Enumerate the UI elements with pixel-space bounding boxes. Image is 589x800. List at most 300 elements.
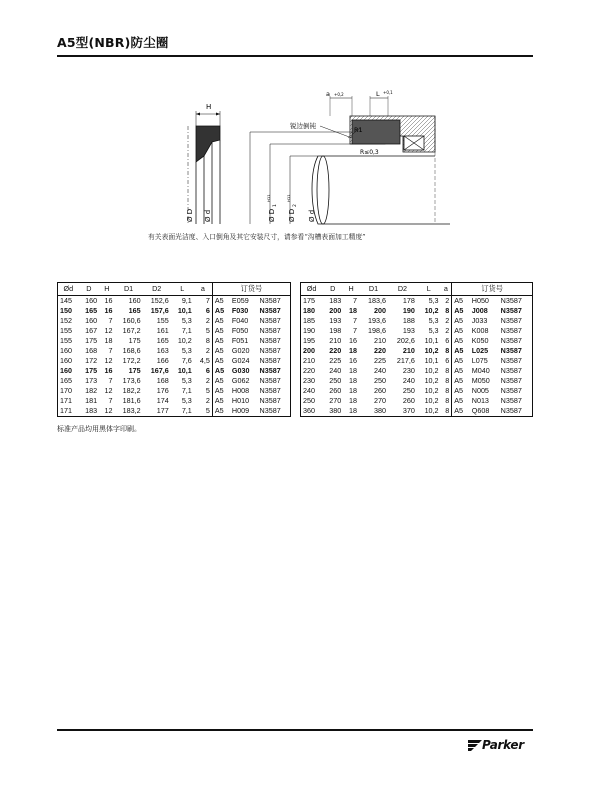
cell-D1: 182,2 xyxy=(122,386,141,395)
cell-H: 16 xyxy=(104,296,113,305)
cell-d: 155 xyxy=(60,326,72,335)
cell-D1: 160,6 xyxy=(122,316,141,325)
cell-d: 360 xyxy=(303,406,315,415)
cell-a: 8 xyxy=(445,306,450,315)
cell-D: 172 xyxy=(85,356,98,365)
cell-D: 160 xyxy=(85,316,98,325)
cell-order-2: H008 xyxy=(231,386,250,395)
cell-d: 171 xyxy=(60,396,72,405)
cell-L: 7,1 xyxy=(181,386,192,395)
cell-order-3: N3587 xyxy=(259,336,281,345)
cell-a: 8 xyxy=(445,346,450,355)
cell-D: 200 xyxy=(329,306,342,315)
cell-D2: 210 xyxy=(402,346,415,355)
cell-d: 152 xyxy=(60,316,72,325)
cell-order-2: L075 xyxy=(471,356,488,365)
cell-order-1: A5 xyxy=(212,296,230,307)
cell-D2: 250 xyxy=(402,386,415,395)
cell-order-1: A5 xyxy=(212,376,230,386)
cell-order-1: A5 xyxy=(452,396,470,406)
cell-H: 7 xyxy=(353,296,358,305)
cell-order-3: N3587 xyxy=(259,406,281,415)
dim-L-label: L xyxy=(376,90,380,98)
cell-L: 7,6 xyxy=(181,356,192,365)
cell-order-3: N3587 xyxy=(500,296,522,305)
table-row xyxy=(58,336,291,346)
cell-d: 180 xyxy=(303,306,315,315)
cell-order-1: A5 xyxy=(452,366,470,376)
cell-a: 6 xyxy=(205,366,210,375)
col-header-D: D xyxy=(330,284,336,293)
cell-D: 260 xyxy=(329,386,342,395)
cell-order-3: N3587 xyxy=(259,376,281,385)
cell-order-3: N3587 xyxy=(259,356,281,365)
cell-order-1: A5 xyxy=(212,396,230,406)
cell-D2: 190 xyxy=(402,306,415,315)
col-header-D1: D1 xyxy=(123,284,134,293)
cell-order-2: M040 xyxy=(471,366,490,375)
parker-logo xyxy=(468,737,524,753)
cell-H: 12 xyxy=(104,356,113,365)
cell-L: 10,2 xyxy=(424,396,439,405)
cell-order-3: N3587 xyxy=(500,336,522,345)
cell-D2: 240 xyxy=(402,376,415,385)
cell-D2: 177 xyxy=(156,406,169,415)
left-seal-view xyxy=(188,111,220,224)
cell-H: 16 xyxy=(349,356,358,365)
cell-D1: 240 xyxy=(373,366,386,375)
cell-D2: 217,6 xyxy=(396,356,415,365)
cell-order-1: A5 xyxy=(452,406,470,417)
cell-d: 170 xyxy=(60,386,72,395)
cell-H: 12 xyxy=(104,406,113,415)
parker-logo-text: Parker xyxy=(482,738,524,752)
cell-a: 2 xyxy=(445,316,450,325)
cell-order-3: N3587 xyxy=(259,396,281,405)
cell-D: 193 xyxy=(329,316,342,325)
cell-order-2: N005 xyxy=(471,386,489,395)
cell-order-2: F030 xyxy=(231,306,249,315)
col-header-D2: D2 xyxy=(152,284,162,293)
cell-D2: 167,6 xyxy=(150,366,169,375)
dim-L-tolerance: +0,1 xyxy=(383,90,393,95)
cell-D: 168 xyxy=(85,346,98,355)
dim-a-label: a xyxy=(326,90,330,98)
cell-order-1: A5 xyxy=(212,336,230,346)
cell-a: 2 xyxy=(445,326,450,335)
cell-d: 171 xyxy=(60,406,72,415)
cell-order-3: N3587 xyxy=(500,396,522,405)
dim-D2-label: Ø D xyxy=(288,208,296,222)
chamfer-note: 锐边倒钝 xyxy=(290,122,316,130)
cell-H: 18 xyxy=(349,406,358,415)
cell-order-2: G020 xyxy=(231,346,250,355)
table-row xyxy=(301,356,533,366)
table-header-row xyxy=(301,283,533,296)
cell-D: 270 xyxy=(329,396,342,405)
cell-L: 5,3 xyxy=(181,396,192,405)
page-title: A5型(NBR)防尘圈 xyxy=(57,35,169,50)
table-row xyxy=(301,406,533,417)
table-row xyxy=(301,336,533,346)
cell-order-2: J008 xyxy=(471,306,488,315)
dim-D2-tolerance: H11 xyxy=(286,194,291,202)
cell-L: 10,1 xyxy=(424,336,439,345)
cell-a: 5 xyxy=(205,326,210,335)
dim-H-label: H xyxy=(206,103,212,111)
cell-order-3: N3587 xyxy=(500,406,522,415)
cell-d: 240 xyxy=(303,386,315,395)
cell-a: 8 xyxy=(445,386,450,395)
cell-D1: 220 xyxy=(373,346,386,355)
cell-L: 5,3 xyxy=(181,316,192,325)
table-row xyxy=(58,396,291,406)
cell-d: 200 xyxy=(303,346,315,355)
dim-D1-tolerance: H11 xyxy=(266,194,271,202)
radius-R1-label: R1 xyxy=(354,126,363,134)
col-header-a: a xyxy=(200,284,205,293)
table-row xyxy=(58,346,291,356)
cell-order-3: N3587 xyxy=(500,356,522,365)
cell-order-1: A5 xyxy=(212,316,230,326)
cell-H: 18 xyxy=(349,376,358,385)
cell-D: 240 xyxy=(329,366,342,375)
cell-D1: 181,6 xyxy=(122,396,141,405)
cell-D2: 202,6 xyxy=(396,336,415,345)
cell-order-2: H050 xyxy=(471,296,489,305)
cell-L: 5,3 xyxy=(428,316,439,325)
table-row xyxy=(301,326,533,336)
cell-H: 18 xyxy=(349,396,358,405)
cell-d: 150 xyxy=(60,306,72,315)
col-header-order-no: 订货号 xyxy=(452,283,533,296)
table-row xyxy=(58,306,291,316)
dimension-table-right xyxy=(300,282,533,417)
table-header-row xyxy=(58,283,291,296)
cell-a: 8 xyxy=(445,366,450,375)
cell-a: 8 xyxy=(445,396,450,405)
col-header-H: H xyxy=(104,284,110,293)
cell-a: 5 xyxy=(205,386,210,395)
cell-d: 220 xyxy=(303,366,315,375)
cell-order-1: A5 xyxy=(212,406,230,417)
cell-D2: 178 xyxy=(402,296,415,305)
cell-D2: 152,6 xyxy=(150,296,169,305)
cell-D1: 270 xyxy=(373,396,386,405)
cell-D2: 157,6 xyxy=(150,306,169,315)
cell-D2: 260 xyxy=(402,396,415,405)
dim-D1-label: Ø D xyxy=(268,208,276,222)
cell-D2: 161 xyxy=(156,326,169,335)
table-row xyxy=(58,366,291,376)
dimension-table-left xyxy=(57,282,291,417)
cell-D2: 230 xyxy=(402,366,415,375)
cell-D1: 167,2 xyxy=(122,326,141,335)
cell-D2: 168 xyxy=(156,376,169,385)
cell-D: 225 xyxy=(329,356,342,365)
col-header-D2: D2 xyxy=(397,284,408,293)
top-rule xyxy=(57,55,533,57)
cell-order-3: N3587 xyxy=(259,386,281,395)
cell-D: 198 xyxy=(329,326,342,335)
figure-caption: 有关表面光洁度、入口倒角及其它安装尺寸，请参看“沟槽表面加工精度” xyxy=(148,233,366,241)
cell-D1: 165 xyxy=(128,306,141,315)
cell-H: 16 xyxy=(104,366,113,375)
cell-order-1: A5 xyxy=(452,306,470,316)
cell-a: 6 xyxy=(445,356,450,365)
table-row xyxy=(58,296,291,307)
table-row xyxy=(301,306,533,316)
cell-D2: 166 xyxy=(156,356,169,365)
cell-D: 167 xyxy=(85,326,98,335)
cell-D1: 175 xyxy=(128,366,141,375)
dim-D1-subscript: 1 xyxy=(273,204,278,207)
cell-D: 183 xyxy=(85,406,98,415)
cell-L: 5,3 xyxy=(428,326,439,335)
cell-D: 175 xyxy=(85,366,98,375)
cell-H: 12 xyxy=(104,326,113,335)
col-header-L: L xyxy=(426,284,431,293)
cell-a: 2 xyxy=(205,376,210,385)
col-header-order-no: 订货号 xyxy=(212,283,290,296)
cell-order-2: G030 xyxy=(231,366,250,375)
table-row xyxy=(58,326,291,336)
cell-order-1: A5 xyxy=(212,306,230,316)
cell-order-1: A5 xyxy=(452,376,470,386)
parker-flag-icon xyxy=(468,739,482,752)
cell-a: 5 xyxy=(205,406,210,415)
cell-L: 7,1 xyxy=(181,406,192,415)
cell-H: 18 xyxy=(349,386,358,395)
cell-H: 7 xyxy=(353,326,358,335)
cell-H: 16 xyxy=(104,306,113,315)
cell-D1: 250 xyxy=(373,376,386,385)
cell-L: 10,1 xyxy=(177,306,192,315)
cell-a: 8 xyxy=(445,406,450,415)
cell-H: 18 xyxy=(349,366,358,375)
cell-H: 12 xyxy=(104,386,113,395)
cell-L: 10,2 xyxy=(424,306,439,315)
cell-H: 7 xyxy=(108,346,113,355)
cell-D1: 225 xyxy=(373,356,386,365)
cell-d: 175 xyxy=(303,296,315,305)
cell-order-2: L025 xyxy=(471,346,489,355)
cell-order-1: A5 xyxy=(452,346,470,356)
cell-d: 160 xyxy=(60,366,72,375)
cell-a: 8 xyxy=(445,376,450,385)
cell-order-3: N3587 xyxy=(259,306,281,315)
table-row xyxy=(301,376,533,386)
table-row xyxy=(301,396,533,406)
cell-order-3: N3587 xyxy=(259,366,281,375)
cell-D1: 175 xyxy=(128,336,141,345)
cell-H: 18 xyxy=(349,306,358,315)
cell-D: 250 xyxy=(329,376,342,385)
cell-L: 10,2 xyxy=(424,406,439,415)
cell-order-2: F040 xyxy=(231,316,249,325)
cell-L: 7,1 xyxy=(181,326,192,335)
cell-D: 175 xyxy=(85,336,98,345)
cell-D2: 188 xyxy=(402,316,415,325)
cell-D2: 370 xyxy=(402,406,415,415)
cell-order-3: N3587 xyxy=(500,346,522,355)
cell-H: 18 xyxy=(349,346,358,355)
cell-order-3: N3587 xyxy=(500,306,522,315)
cell-order-2: K050 xyxy=(471,336,489,345)
cell-d: 160 xyxy=(60,346,72,355)
cell-L: 10,2 xyxy=(424,346,439,355)
cell-order-3: N3587 xyxy=(500,316,522,325)
col-header-D1: D1 xyxy=(368,284,379,293)
cell-a: 4,5 xyxy=(199,356,210,365)
cell-L: 9,1 xyxy=(181,296,192,305)
dim-D2-subscript: 2 xyxy=(293,204,298,207)
cell-H: 18 xyxy=(104,336,113,345)
col-header-L: L xyxy=(180,284,185,293)
cell-D1: 193,6 xyxy=(367,316,386,325)
cell-order-2: F050 xyxy=(231,326,249,335)
cell-D2: 174 xyxy=(156,396,169,405)
cell-L: 5,3 xyxy=(181,376,192,385)
cell-H: 7 xyxy=(353,316,358,325)
bottom-rule xyxy=(57,729,533,731)
cell-L: 10,2 xyxy=(177,336,192,345)
cell-H: 7 xyxy=(108,396,113,405)
cell-H: 16 xyxy=(349,336,358,345)
cell-order-3: N3587 xyxy=(259,296,281,305)
cell-D: 183 xyxy=(329,296,342,305)
cell-L: 5,3 xyxy=(181,346,192,355)
cell-D: 220 xyxy=(329,346,342,355)
table-row xyxy=(58,406,291,417)
cell-d: 230 xyxy=(303,376,315,385)
cell-d: 145 xyxy=(60,296,72,305)
cell-order-2: K008 xyxy=(471,326,489,335)
cell-d: 195 xyxy=(303,336,315,345)
dim-a-tolerance: +0,2 xyxy=(334,92,344,97)
cell-D1: 168,6 xyxy=(122,346,141,355)
cell-order-3: N3587 xyxy=(500,326,522,335)
cell-order-3: N3587 xyxy=(259,346,281,355)
col-header-a: a xyxy=(443,284,448,293)
col-header-d: Ød xyxy=(306,284,317,293)
cell-order-2: F051 xyxy=(231,336,249,345)
cell-a: 2 xyxy=(205,346,210,355)
cell-L: 10,2 xyxy=(424,366,439,375)
cell-a: 6 xyxy=(205,306,210,315)
cell-a: 7 xyxy=(205,296,210,305)
cell-a: 6 xyxy=(445,336,450,345)
cell-D2: 193 xyxy=(402,326,415,335)
cell-d: 210 xyxy=(303,356,315,365)
cell-a: 8 xyxy=(205,336,210,345)
cell-L: 5,3 xyxy=(428,296,439,305)
cell-order-2: Q608 xyxy=(471,406,490,415)
cell-order-1: A5 xyxy=(452,336,470,346)
table-row xyxy=(58,376,291,386)
cell-a: 2 xyxy=(205,316,210,325)
cell-D2: 163 xyxy=(156,346,169,355)
radius-R03-label: R≤0,3 xyxy=(360,149,379,156)
dim-D-label: Ø D xyxy=(186,208,194,222)
cell-order-1: A5 xyxy=(212,356,230,366)
cell-d: 250 xyxy=(303,396,315,405)
table-row xyxy=(301,386,533,396)
cell-order-1: A5 xyxy=(212,386,230,396)
cell-order-2: H009 xyxy=(231,406,250,415)
cell-D: 182 xyxy=(85,386,98,395)
cell-a: 2 xyxy=(205,396,210,405)
cell-L: 10,1 xyxy=(424,356,439,365)
cell-d: 160 xyxy=(60,356,72,365)
cell-D: 181 xyxy=(85,396,98,405)
cell-D2: 165 xyxy=(156,336,169,345)
cell-D: 165 xyxy=(85,306,98,315)
seal-installation-drawing xyxy=(130,86,450,236)
cell-H: 7 xyxy=(108,376,113,385)
bold-print-note: 标准产品均用黑体字印刷。 xyxy=(57,425,141,433)
cell-order-1: A5 xyxy=(212,346,230,356)
cell-order-3: N3587 xyxy=(500,376,522,385)
cell-order-2: G024 xyxy=(231,356,250,365)
cell-D1: 160 xyxy=(128,296,141,305)
cell-d: 165 xyxy=(60,376,72,385)
cell-order-3: N3587 xyxy=(259,316,281,325)
cell-order-1: A5 xyxy=(452,296,470,307)
cell-order-1: A5 xyxy=(212,326,230,336)
dim-d-left-label: Ø d xyxy=(204,209,212,222)
cell-order-2: H010 xyxy=(231,396,250,405)
cell-d: 185 xyxy=(303,316,315,325)
cell-L: 10,1 xyxy=(177,366,192,375)
col-header-d: Ød xyxy=(63,284,74,293)
table-row xyxy=(58,386,291,396)
cell-D: 160 xyxy=(85,296,98,305)
cell-D2: 155 xyxy=(156,316,169,325)
cell-D1: 173,6 xyxy=(122,376,141,385)
cell-order-1: A5 xyxy=(452,356,470,366)
cell-L: 10,2 xyxy=(424,376,439,385)
cell-D1: 200 xyxy=(373,306,386,315)
table-row xyxy=(301,366,533,376)
cell-D: 210 xyxy=(329,336,342,345)
cell-order-3: N3587 xyxy=(500,366,522,375)
cell-D: 380 xyxy=(329,406,342,415)
right-groove-view xyxy=(250,96,450,224)
table-row xyxy=(301,296,533,307)
cell-D1: 198,6 xyxy=(367,326,386,335)
cell-order-1: A5 xyxy=(452,316,470,326)
col-header-D: D xyxy=(86,284,92,293)
cell-D1: 183,6 xyxy=(367,296,386,305)
dim-d-right-label: Ø d xyxy=(308,209,316,222)
cell-d: 155 xyxy=(60,336,72,345)
cell-D2: 176 xyxy=(156,386,169,395)
cell-order-2: M050 xyxy=(471,376,490,385)
cell-order-1: A5 xyxy=(452,386,470,396)
cell-order-2: N013 xyxy=(471,396,489,405)
cell-D1: 210 xyxy=(373,336,386,345)
cell-D1: 183,2 xyxy=(122,406,141,415)
cell-D1: 260 xyxy=(373,386,386,395)
col-header-H: H xyxy=(348,284,354,293)
cell-order-1: A5 xyxy=(452,326,470,336)
table-row xyxy=(301,346,533,356)
cell-order-2: J033 xyxy=(471,316,488,325)
table-row xyxy=(58,316,291,326)
cell-H: 7 xyxy=(108,316,113,325)
cell-order-2: G062 xyxy=(231,376,250,385)
